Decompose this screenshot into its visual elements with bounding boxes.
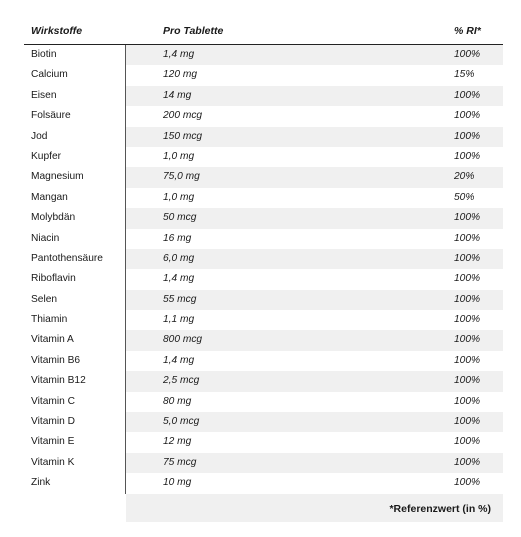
cell-amount: 1,4 mg bbox=[163, 49, 195, 60]
cell-ingredient: Vitamin E bbox=[31, 436, 75, 448]
table-row bbox=[24, 453, 503, 473]
cell-ingredient: Eisen bbox=[31, 89, 57, 101]
cell-ingredient: Magnesium bbox=[31, 171, 84, 183]
table-row bbox=[24, 229, 503, 249]
cell-ri: 50% bbox=[454, 191, 475, 203]
table-header bbox=[24, 20, 503, 45]
cell-ingredient: Vitamin B12 bbox=[31, 375, 86, 387]
cell-ri: 100% bbox=[454, 354, 481, 366]
cell-amount: 2,5 mcg bbox=[163, 375, 200, 387]
table-footer bbox=[24, 494, 503, 522]
table-row bbox=[24, 249, 503, 269]
cell-ingredient: Kupfer bbox=[31, 150, 62, 162]
cell-amount: 120 mg bbox=[163, 69, 197, 81]
cell-ingredient: Niacin bbox=[31, 232, 60, 244]
table-row bbox=[24, 330, 503, 350]
cell-amount: 1,4 mg bbox=[163, 354, 195, 366]
cell-ingredient: Folsäure bbox=[31, 110, 71, 122]
cell-ri: 100% bbox=[454, 416, 481, 428]
cell-ingredient: Vitamin A bbox=[31, 334, 74, 346]
cell-amount: 800 mcg bbox=[163, 334, 203, 346]
cell-amount: 55 mcg bbox=[163, 293, 197, 305]
cell-amount: 50 mcg bbox=[163, 212, 197, 224]
cell-ingredient: Calcium bbox=[31, 69, 68, 81]
table-body bbox=[24, 45, 503, 494]
cell-ingredient: Vitamin D bbox=[31, 416, 75, 428]
table-row bbox=[24, 269, 503, 289]
table-row bbox=[24, 310, 503, 330]
cell-amount: 75,0 mg bbox=[163, 171, 200, 183]
cell-ri: 100% bbox=[454, 89, 481, 101]
cell-ingredient: Mangan bbox=[31, 191, 68, 203]
table-row bbox=[24, 290, 503, 310]
table-row bbox=[24, 351, 503, 371]
cell-amount: 1,0 mg bbox=[163, 191, 195, 203]
table-row bbox=[24, 371, 503, 391]
cell-amount: 150 mcg bbox=[163, 130, 203, 142]
cell-ingredient: Zink bbox=[31, 477, 51, 489]
cell-amount: 6,0 mg bbox=[163, 252, 195, 264]
cell-ingredient: Pantothensäure bbox=[31, 252, 103, 264]
table-row bbox=[24, 167, 503, 187]
table-row bbox=[24, 127, 503, 147]
table-row bbox=[24, 45, 503, 65]
cell-ri: 15% bbox=[454, 69, 475, 81]
cell-amount: 1,1 mg bbox=[163, 314, 195, 326]
cell-amount: 1,0 mg bbox=[163, 150, 195, 162]
cell-ri: 100% bbox=[454, 212, 481, 224]
cell-ri: 100% bbox=[454, 436, 481, 448]
table-row bbox=[24, 86, 503, 106]
header-ingredient: Wirkstoffe bbox=[31, 25, 83, 37]
cell-amount: 1,4 mg bbox=[163, 273, 195, 285]
table-row bbox=[24, 473, 503, 493]
cell-ri: 100% bbox=[454, 232, 481, 244]
cell-ingredient: Vitamin C bbox=[31, 395, 75, 407]
cell-ri: 100% bbox=[454, 273, 481, 285]
cell-ingredient: Riboflavin bbox=[31, 273, 76, 285]
cell-ri: 100% bbox=[454, 477, 481, 489]
cell-ingredient: Vitamin K bbox=[31, 456, 75, 468]
cell-amount: 12 mg bbox=[163, 436, 192, 448]
cell-ri: 100% bbox=[454, 252, 481, 264]
cell-ingredient: Thiamin bbox=[31, 314, 68, 326]
cell-ri: 100% bbox=[454, 456, 481, 468]
cell-ri: 100% bbox=[454, 130, 481, 142]
cell-ingredient: Selen bbox=[31, 293, 58, 305]
cell-ingredient: Jod bbox=[31, 130, 48, 142]
table-row bbox=[24, 65, 503, 85]
table-row bbox=[24, 432, 503, 452]
cell-ri: 100% bbox=[454, 375, 481, 387]
cell-amount: 80 mg bbox=[163, 395, 192, 407]
cell-ri: 100% bbox=[454, 334, 481, 346]
cell-ri: 20% bbox=[454, 171, 475, 183]
cell-amount: 16 mg bbox=[163, 232, 192, 244]
table-row bbox=[24, 188, 503, 208]
table-row bbox=[24, 392, 503, 412]
table-row bbox=[24, 147, 503, 167]
nutrient-table bbox=[24, 20, 503, 522]
cell-ingredient: Vitamin B6 bbox=[31, 354, 81, 366]
header-ri: % RI* bbox=[454, 25, 481, 37]
cell-ri: 100% bbox=[454, 150, 481, 162]
table-row bbox=[24, 106, 503, 126]
cell-ingredient: Biotin bbox=[31, 49, 57, 60]
cell-ri: 100% bbox=[454, 395, 481, 407]
cell-ri: 100% bbox=[454, 110, 481, 122]
cell-ingredient: Molybdän bbox=[31, 212, 76, 224]
cell-amount: 10 mg bbox=[163, 477, 192, 489]
table-row bbox=[24, 412, 503, 432]
cell-amount: 200 mcg bbox=[163, 110, 203, 122]
cell-ri: 100% bbox=[454, 49, 481, 60]
table-row bbox=[24, 208, 503, 228]
header-per-tablet: Pro Tablette bbox=[163, 25, 224, 37]
cell-ri: 100% bbox=[454, 314, 481, 326]
footnote: *Referenzwert (in %) bbox=[389, 502, 491, 515]
cell-ri: 100% bbox=[454, 293, 481, 305]
cell-amount: 5,0 mcg bbox=[163, 416, 200, 428]
cell-amount: 14 mg bbox=[163, 89, 192, 101]
cell-amount: 75 mcg bbox=[163, 456, 197, 468]
